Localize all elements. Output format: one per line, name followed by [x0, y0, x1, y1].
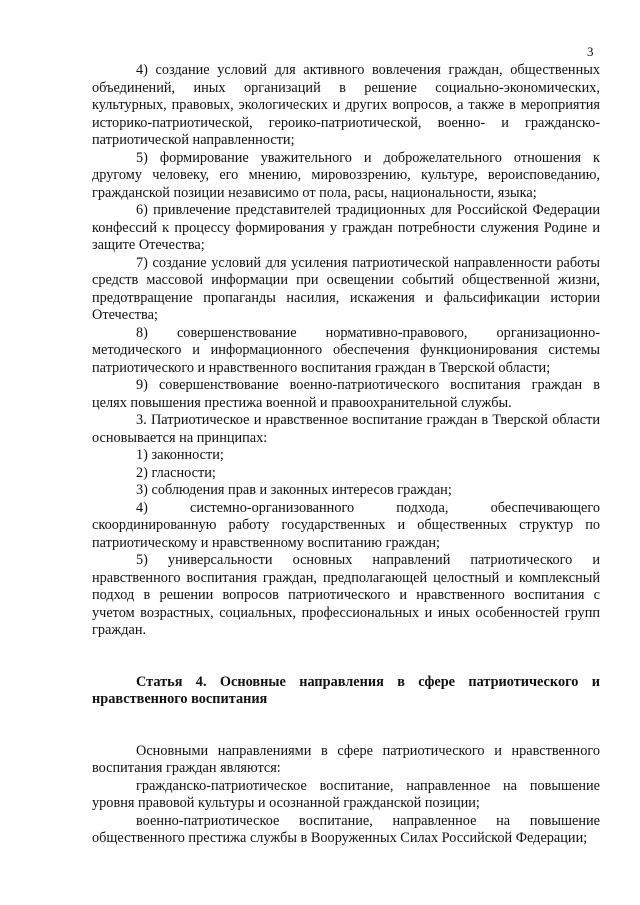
paragraph: 4) системно-организованного подхода, обеспечивающего скоординированную работу государственных и общественных структур по патриотическому и нравственному воспитанию граждан; [92, 499, 600, 551]
paragraph: 9) совершенствование военно-патриотического воспитания граждан в целях повышения престижа военной и правоохранительной службы. [92, 377, 600, 411]
paragraph: гражданско-патриотическое воспитание, направленное на повышение уровня правовой культуры и осознанной гражданской позиции; [92, 777, 600, 811]
paragraph: 5) универсальности основных направлений патриотического и нравственного воспитания граждан, предполагающей целостный и комплексный подход в решении вопросов патриотического и нравственного воспитания с учетом возрастных, социальных, профессиональных и иных особенностей групп граждан. [92, 552, 600, 638]
document-body [92, 62, 600, 848]
paragraph: Основными направлениями в сфере патриотического и нравственного воспитания граждан являются: [92, 742, 600, 776]
paragraph: 1) законности; [136, 447, 224, 463]
paragraph: 5) формирование уважительного и доброжелательного отношения к другому человеку, его мнению, мировоззрению, культуре, вероисповеданию, гражданской позиции независимо от пола, расы, национальности, языка; [92, 149, 600, 201]
paragraph: 2) гласности; [136, 464, 216, 481]
article-heading: Статья 4. Основные направления в сфере патриотического и нравственного воспитания [92, 673, 600, 707]
paragraph: военно-патриотическое воспитание, направленное на повышение общественного престижа службы в Вооруженных Силах Российской Федерации; [92, 812, 600, 846]
paragraph: 7) создание условий для усиления патриотической направленности работы средств массовой информации при освещении событий общественной жизни, предотвращение пропаганды насилия, искажения и фальсификации истории Отечества; [92, 254, 600, 323]
page-number: 3 [587, 44, 594, 59]
paragraph: 6) привлечение представителей традиционных для Российской Федерации конфессий к процессу формирования у граждан потребности служения Родине и защите Отечества; [92, 202, 600, 253]
paragraph: 8) совершенствование нормативно-правового, организационно-методического и информационного обеспечения функционирования системы патриотического и нравственного воспитания граждан в Тверской области; [92, 324, 600, 376]
paragraph: 4) создание условий для активного вовлечения граждан, общественных объединений, иных организаций в решение социально-экономических, культурных, правовых, экологических и других вопросов, а также в мероприятия историко-патриотической, героико-патриотической, военно- и гражданско-патриотической направленности; [92, 62, 600, 148]
paragraph: 3) соблюдения прав и законных интересов граждан; [136, 482, 452, 498]
paragraph: 3. Патриотическое и нравственное воспитание граждан в Тверской области основывается на принципах: [92, 412, 600, 446]
